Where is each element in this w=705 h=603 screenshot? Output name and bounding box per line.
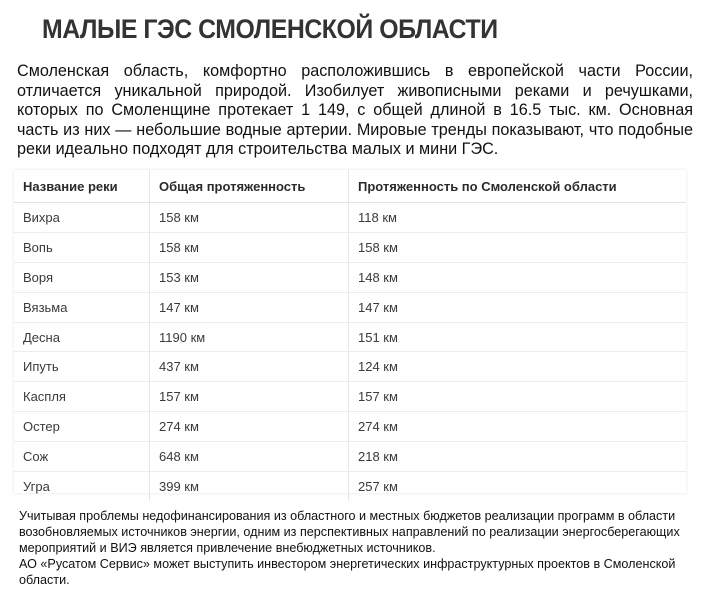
table-row <box>14 382 686 412</box>
total-length-cell: 153 км <box>150 262 349 292</box>
total-length-cell: 158 км <box>150 232 349 262</box>
river-name-cell: Вопь <box>14 232 150 262</box>
smolensk-length-cell: 151 км <box>349 322 687 352</box>
table-row <box>14 472 686 501</box>
total-length-cell: 147 км <box>150 292 349 322</box>
smolensk-length-cell: 218 км <box>349 442 687 472</box>
smolensk-length-cell: 257 км <box>349 472 687 501</box>
smolensk-length-cell: 147 км <box>349 292 687 322</box>
total-length-cell: 274 км <box>150 412 349 442</box>
smolensk-length-cell: 157 км <box>349 382 687 412</box>
total-length-cell: 157 км <box>150 382 349 412</box>
table-row <box>14 322 686 352</box>
total-length-cell: 648 км <box>150 442 349 472</box>
table-row <box>14 442 686 472</box>
river-name-cell: Вязьма <box>14 292 150 322</box>
total-length-cell: 158 км <box>150 203 349 233</box>
total-length-cell: 399 км <box>150 472 349 501</box>
table-header-row <box>14 170 686 203</box>
intro-paragraph: Смоленская область, комфортно расположившись в европейской части России, отличается уникальной природой. Изобилует живописными реками и речушками, которых по Смоленщине протекает 1 149, с общей длиной в 16.5 тыс. км. Основная часть из них — небольшие водные артерии. Мировые тренды показывают, что подобные реки идеально подходят для строительства малых и мини ГЭС. <box>17 62 693 158</box>
river-name-cell: Остер <box>14 412 150 442</box>
table-row <box>14 292 686 322</box>
smolensk-length-cell: 158 км <box>349 232 687 262</box>
river-name-cell: Угра <box>23 478 50 494</box>
table-row <box>14 203 686 233</box>
smolensk-length-cell: 118 км <box>349 203 687 233</box>
smolensk-length-cell: 274 км <box>349 412 687 442</box>
table-row <box>14 232 686 262</box>
table-row <box>14 262 686 292</box>
rivers-table-container <box>14 170 686 493</box>
table-row <box>14 352 686 382</box>
river-name-cell: Каспля <box>14 382 150 412</box>
header-river-name: Название реки <box>14 170 150 203</box>
investor-paragraph: АО «Русатом Сервис» может выступить инвестором энергетических инфраструктурных проектов в Смоленской области. <box>19 557 676 587</box>
table-row <box>14 412 686 442</box>
river-name-cell: Десна <box>14 322 150 352</box>
rivers-table <box>14 170 686 501</box>
header-total-length: Общая протяженность <box>150 170 349 203</box>
river-name-cell: Вихра <box>14 203 150 233</box>
header-smolensk-length: Протяженность по Смоленской области <box>349 170 687 203</box>
smolensk-length-cell: 148 км <box>349 262 687 292</box>
smolensk-length-cell: 124 км <box>349 352 687 382</box>
page-title: МАЛЫЕ ГЭС СМОЛЕНСКОЙ ОБЛАСТИ <box>42 14 498 44</box>
total-length-cell: 1190 км <box>150 322 349 352</box>
total-length-cell: 437 км <box>150 352 349 382</box>
river-name-cell: Воря <box>14 262 150 292</box>
river-name-cell: Ипуть <box>14 352 150 382</box>
conclusion-text <box>19 508 689 588</box>
conclusion-paragraph: Учитывая проблемы недофинансирования из областного и местных бюджетов реализации программ в области возобновляемых источников энергии, одним из перспективных направлений по реализации энергосберегающих мероприятий и ВИЭ является привлечение внебюджетных источников. <box>19 509 680 555</box>
river-name-cell: Сож <box>14 442 150 472</box>
